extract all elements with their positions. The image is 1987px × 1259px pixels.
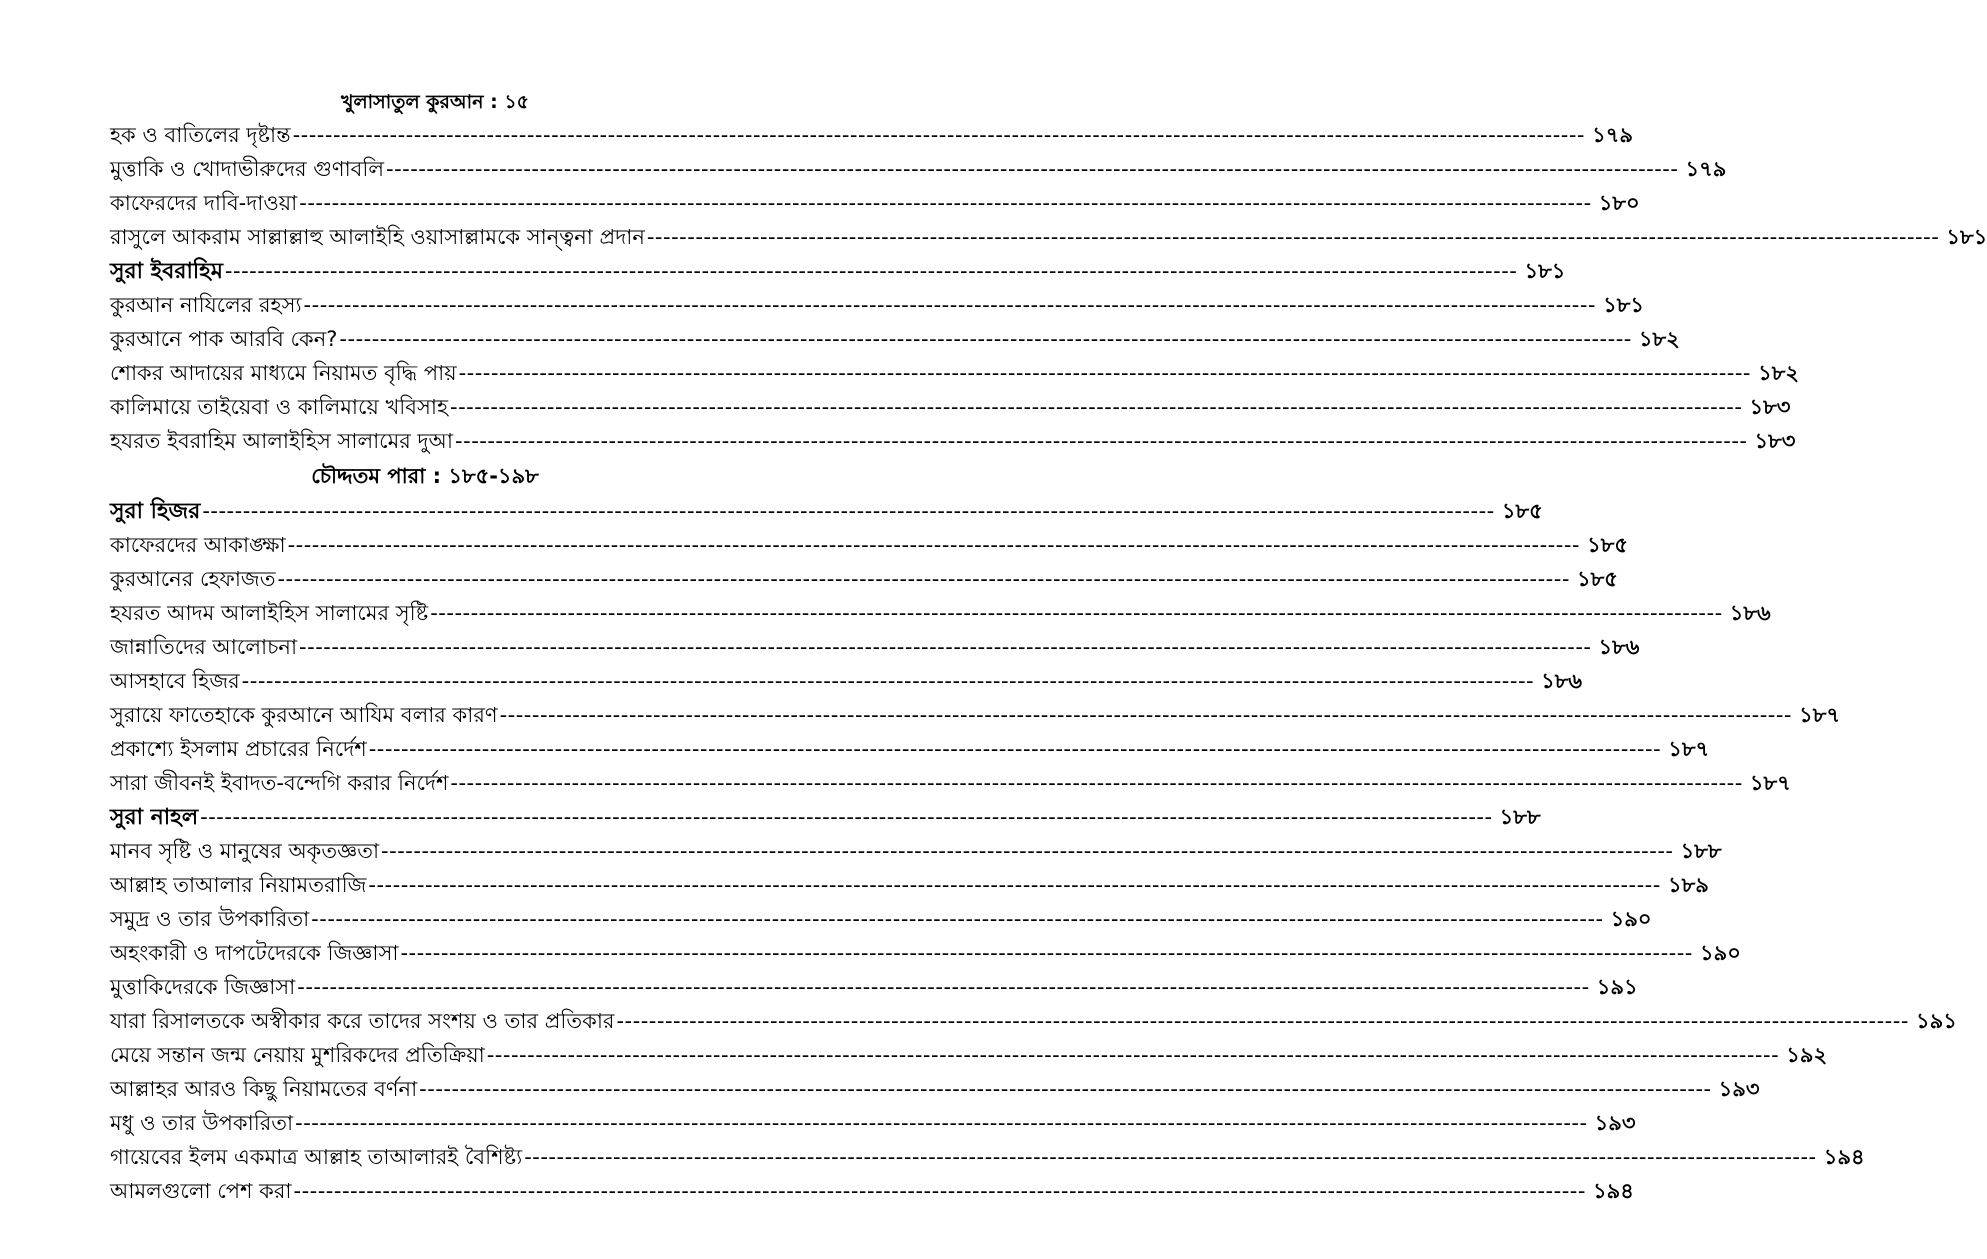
toc-entry bbox=[110, 936, 1741, 970]
dot-leader: ---------------------------------------------------------------------------------------------------------------------------------------------------------------- bbox=[430, 601, 1723, 625]
toc-page-number: ১৮১ bbox=[1946, 225, 1987, 249]
dot-leader: ---------------------------------------------------------------------------------------------------------------------------------------------------------------- bbox=[299, 191, 1592, 215]
toc-entry-title: যারা রিসালতকে অস্বীকার করে তাদের সংশয় ও তার প্রতিকার bbox=[110, 1009, 615, 1033]
toc-page-number: ১৮৬ bbox=[1729, 601, 1771, 625]
toc-page-number: ১৮০ bbox=[1598, 191, 1640, 215]
dot-leader: ---------------------------------------------------------------------------------------------------------------------------------------------------------------- bbox=[450, 395, 1743, 419]
toc-entry bbox=[110, 1174, 1634, 1208]
dot-leader: ---------------------------------------------------------------------------------------------------------------------------------------------------------------- bbox=[200, 805, 1493, 829]
toc-entry-title: মুত্তাকি ও খোদাভীরুদের গুণাবলি bbox=[110, 157, 385, 181]
toc-entry-title: মেয়ে সন্তান জন্ম নেয়ায় মুশরিকদের প্রতিক্রিয়া bbox=[110, 1043, 485, 1067]
toc-page-number: ১৮৬ bbox=[1598, 635, 1640, 659]
dot-leader: ---------------------------------------------------------------------------------------------------------------------------------------------------------------- bbox=[311, 907, 1604, 931]
section-heading: চৌদ্দতম পারা : ১৮৫-১৯৮ bbox=[311, 464, 539, 488]
toc-entry-title: আমলগুলো পেশ করা bbox=[110, 1179, 292, 1203]
dot-leader: ---------------------------------------------------------------------------------------------------------------------------------------------------------------- bbox=[224, 259, 1518, 283]
toc-entry-title: আল্লাহর আরও কিছু নিয়ামতের বর্ণনা bbox=[110, 1077, 418, 1101]
toc-entry-title: কুরআনের হেফাজত bbox=[110, 567, 276, 591]
toc-page-number: ১৯৪ bbox=[1823, 1145, 1865, 1169]
toc-entry bbox=[110, 1038, 1828, 1072]
toc-entry-title: সমুদ্র ও তার উপকারিতা bbox=[110, 907, 310, 931]
dot-leader: ---------------------------------------------------------------------------------------------------------------------------------------------------------------- bbox=[299, 635, 1592, 659]
dot-leader: ---------------------------------------------------------------------------------------------------------------------------------------------------------------- bbox=[400, 941, 1693, 965]
toc-surah-entry bbox=[110, 494, 1543, 528]
toc-entry bbox=[110, 868, 1709, 902]
toc-entry bbox=[110, 664, 1583, 698]
toc-entry bbox=[110, 596, 1771, 630]
toc-page-number: ১৯০ bbox=[1699, 941, 1741, 965]
toc-entry-title: গায়েবের ইলম একমাত্র আল্লাহ তাআলারই বৈশিষ্ট্য bbox=[110, 1145, 523, 1169]
toc-entry bbox=[110, 220, 1987, 254]
dot-leader: ---------------------------------------------------------------------------------------------------------------------------------------------------------------- bbox=[293, 1179, 1586, 1203]
toc-entry bbox=[110, 118, 1633, 152]
toc-page-number: ১৭৯ bbox=[1592, 123, 1633, 147]
toc-page-number: ১৯৩ bbox=[1594, 1111, 1636, 1135]
toc-page-number: ১৮২ bbox=[1758, 361, 1799, 385]
dot-leader: ---------------------------------------------------------------------------------------------------------------------------------------------------------------- bbox=[297, 975, 1590, 999]
toc-entry-title: আসহাবে হিজর bbox=[110, 669, 240, 693]
toc-page-number: ১৮৭ bbox=[1799, 703, 1840, 727]
dot-leader: ---------------------------------------------------------------------------------------------------------------------------------------------------------------- bbox=[241, 669, 1535, 693]
toc-entry bbox=[110, 970, 1638, 1004]
toc-entry bbox=[110, 528, 1628, 562]
toc-page-number: ১৮৫ bbox=[1501, 499, 1543, 523]
toc-page-number: ১৯৪ bbox=[1593, 1179, 1634, 1203]
dot-leader: ---------------------------------------------------------------------------------------------------------------------------------------------------------------- bbox=[386, 157, 1679, 181]
toc-page-number: ১৮৩ bbox=[1754, 429, 1796, 453]
toc-entry bbox=[110, 356, 1799, 390]
dot-leader: ---------------------------------------------------------------------------------------------------------------------------------------------------------------- bbox=[277, 567, 1570, 591]
toc-entry-title: মানব সৃষ্টি ও মানুষের অকৃতজ্ঞতা bbox=[110, 839, 380, 863]
toc-entry-title: আল্লাহ তাআলার নিয়ামতরাজি bbox=[110, 873, 367, 897]
toc-page-number: ১৮৭ bbox=[1749, 771, 1791, 795]
toc-entry-title: কুরআন নাযিলের রহস্য bbox=[110, 293, 302, 317]
toc-entry-title: মুত্তাকিদেরকে জিজ্ঞাসা bbox=[110, 975, 296, 999]
toc-entry bbox=[110, 152, 1727, 186]
toc-page-number: ১৭৯ bbox=[1685, 157, 1727, 181]
toc-entry-title: সুরায়ে ফাতেহাকে কুরআনে আযিম বলার কারণ bbox=[110, 703, 498, 727]
toc-surah-entry bbox=[110, 800, 1541, 834]
toc-page-number: ১৯১ bbox=[1596, 975, 1638, 999]
table-of-contents bbox=[110, 118, 1987, 1208]
toc-page-number: ১৮৯ bbox=[1667, 873, 1709, 897]
toc-page-number: ১৮৬ bbox=[1541, 669, 1583, 693]
toc-surah-entry bbox=[110, 254, 1566, 288]
toc-entry bbox=[110, 902, 1652, 936]
dot-leader: ---------------------------------------------------------------------------------------------------------------------------------------------------------------- bbox=[455, 429, 1748, 453]
toc-entry-title: কাফেরদের আকাঙ্ক্ষা bbox=[110, 533, 286, 557]
toc-entry-title: হক ও বাতিলের দৃষ্টান্ত bbox=[110, 123, 291, 147]
toc-entry bbox=[110, 288, 1644, 322]
dot-leader: ---------------------------------------------------------------------------------------------------------------------------------------------------------------- bbox=[339, 327, 1632, 351]
dot-leader: ---------------------------------------------------------------------------------------------------------------------------------------------------------------- bbox=[486, 1043, 1780, 1067]
toc-entry-title: প্রকাশ্যে ইসলাম প্রচারের নির্দেশ bbox=[110, 737, 367, 761]
dot-leader: ---------------------------------------------------------------------------------------------------------------------------------------------------------------- bbox=[524, 1145, 1817, 1169]
toc-page-number: ১৯১ bbox=[1916, 1009, 1957, 1033]
toc-entry-title: মধু ও তার উপকারিতা bbox=[110, 1111, 294, 1135]
toc-page-number: ১৮৮ bbox=[1680, 839, 1722, 863]
dot-leader: ---------------------------------------------------------------------------------------------------------------------------------------------------------------- bbox=[368, 873, 1661, 897]
dot-leader: ---------------------------------------------------------------------------------------------------------------------------------------------------------------- bbox=[287, 533, 1580, 557]
toc-entry bbox=[110, 766, 1791, 800]
toc-entry-title: সুরা ইবরাহিম bbox=[110, 259, 223, 284]
toc-entry bbox=[110, 1106, 1636, 1140]
dot-leader: ---------------------------------------------------------------------------------------------------------------------------------------------------------------- bbox=[458, 361, 1751, 385]
toc-entry-title: সুরা নাহল bbox=[110, 805, 199, 830]
dot-leader: ---------------------------------------------------------------------------------------------------------------------------------------------------------------- bbox=[368, 737, 1662, 761]
toc-entry bbox=[110, 186, 1640, 220]
toc-page-number: ১৯৩ bbox=[1718, 1077, 1760, 1101]
toc-entry bbox=[110, 732, 1710, 766]
toc-entry-title: কুরআনে পাক আরবি কেন? bbox=[110, 327, 338, 351]
toc-page-number: ১৮২ bbox=[1638, 327, 1680, 351]
toc-page-number: ১৮৫ bbox=[1587, 533, 1628, 557]
toc-entry bbox=[110, 424, 1796, 458]
toc-page-number: ১৯০ bbox=[1610, 907, 1652, 931]
toc-entry bbox=[110, 1140, 1865, 1174]
toc-page-number: ১৯২ bbox=[1786, 1043, 1828, 1067]
dot-leader: ---------------------------------------------------------------------------------------------------------------------------------------------------------------- bbox=[295, 1111, 1588, 1135]
toc-page-number: ১৮৫ bbox=[1577, 567, 1618, 591]
toc-entry bbox=[110, 630, 1640, 664]
toc-entry-title: হযরত ইবরাহিম আলাইহিস সালামের দুআ bbox=[110, 429, 454, 453]
toc-page-number: ১৮৮ bbox=[1499, 805, 1541, 829]
toc-page-number: ১৮৩ bbox=[1749, 395, 1791, 419]
dot-leader: ---------------------------------------------------------------------------------------------------------------------------------------------------------------- bbox=[292, 123, 1585, 147]
toc-entry-title: সারা জীবনই ইবাদত-বন্দেগি করার নির্দেশ bbox=[110, 771, 449, 795]
toc-entry bbox=[110, 390, 1791, 424]
toc-entry bbox=[110, 322, 1680, 356]
dot-leader: ---------------------------------------------------------------------------------------------------------------------------------------------------------------- bbox=[303, 293, 1596, 317]
dot-leader: ---------------------------------------------------------------------------------------------------------------------------------------------------------------- bbox=[381, 839, 1674, 863]
toc-entry-title: জান্নাতিদের আলোচনা bbox=[110, 635, 298, 659]
toc-entry-title: কাফেরদের দাবি-দাওয়া bbox=[110, 191, 298, 215]
dot-leader: ---------------------------------------------------------------------------------------------------------------------------------------------------------------- bbox=[450, 771, 1743, 795]
toc-entry-title: রাসুলে আকরাম সাল্লাল্লাহু আলাইহি ওয়াসাল্লামকে সান্ত্বনা প্রদান bbox=[110, 225, 645, 249]
dot-leader: ---------------------------------------------------------------------------------------------------------------------------------------------------------------- bbox=[499, 703, 1792, 727]
toc-entry bbox=[110, 1072, 1760, 1106]
toc-entry bbox=[110, 1004, 1957, 1038]
toc-entry bbox=[110, 562, 1618, 596]
running-head: খুলাসাতুল কুরআন : ১৫ bbox=[341, 91, 529, 113]
toc-entry-title: শোকর আদায়ের মাধ্যমে নিয়ামত বৃদ্ধি পায় bbox=[110, 361, 457, 385]
dot-leader: ---------------------------------------------------------------------------------------------------------------------------------------------------------------- bbox=[616, 1009, 1909, 1033]
toc-page-number: ১৮১ bbox=[1524, 259, 1566, 283]
dot-leader: ---------------------------------------------------------------------------------------------------------------------------------------------------------------- bbox=[419, 1077, 1712, 1101]
toc-entry-title: কালিমায়ে তাইয়েবা ও কালিমায়ে খবিসাহ bbox=[110, 395, 448, 419]
dot-leader: ---------------------------------------------------------------------------------------------------------------------------------------------------------------- bbox=[202, 499, 1495, 523]
toc-page-number: ১৮১ bbox=[1603, 293, 1644, 317]
dot-leader: ---------------------------------------------------------------------------------------------------------------------------------------------------------------- bbox=[646, 225, 1940, 249]
toc-entry bbox=[110, 834, 1722, 868]
toc-entry-title: হযরত আদম আলাইহিস সালামের সৃষ্টি bbox=[110, 601, 429, 625]
toc-entry-title: অহংকারী ও দাপটেদেরকে জিজ্ঞাসা bbox=[110, 941, 399, 965]
toc-entry bbox=[110, 698, 1840, 732]
toc-entry-title: সুরা হিজর bbox=[110, 499, 201, 524]
toc-page-number: ১৮৭ bbox=[1668, 737, 1710, 761]
